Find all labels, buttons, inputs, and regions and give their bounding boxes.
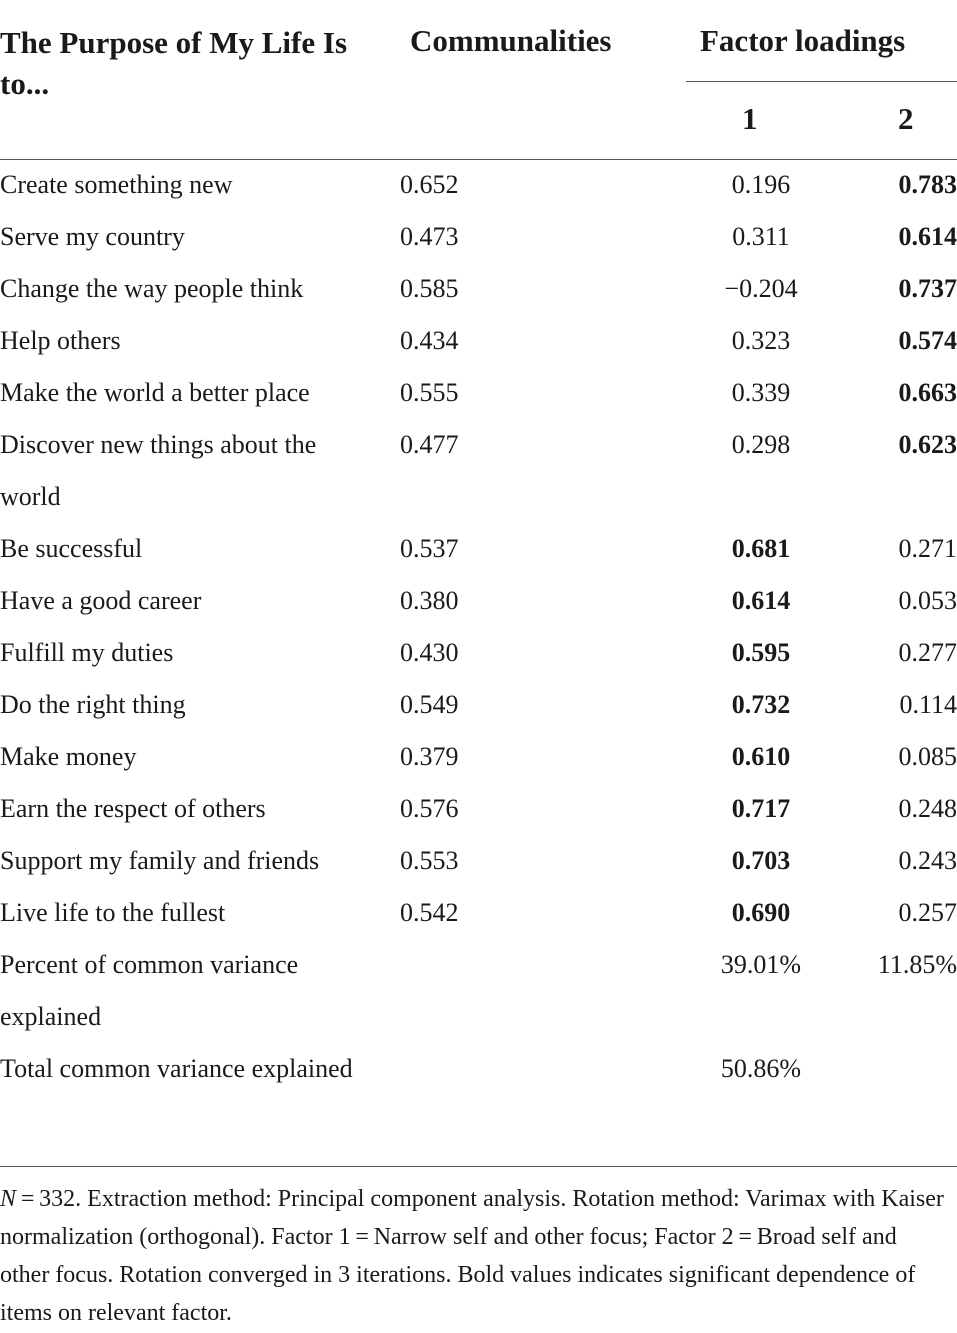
row-communality: 0.473 xyxy=(400,222,459,251)
table-row xyxy=(0,575,957,627)
footer-rule xyxy=(0,1166,957,1167)
table-row xyxy=(0,263,957,315)
table-row xyxy=(0,315,957,367)
row-factor-2-loading: 0.574 xyxy=(898,326,957,355)
row-factor-2-loading: 0.623 xyxy=(898,430,957,459)
row-factor-2-loading: 0.614 xyxy=(898,222,957,251)
row-item-label: Live life to the fullest xyxy=(0,898,226,927)
row-factor-1-loading: 0.323 xyxy=(731,326,791,355)
row-communality: 0.477 xyxy=(400,430,459,459)
row-factor-2-loading: 0.271 xyxy=(898,534,957,563)
table-row xyxy=(0,1043,957,1095)
row-factor-1-loading: 0.610 xyxy=(731,742,791,771)
row-item-label: Do the right thing xyxy=(0,690,186,719)
row-communality: 0.380 xyxy=(400,586,459,615)
row-factor-1-loading: 0.196 xyxy=(731,170,791,199)
row-factor-2-loading: 0.085 xyxy=(898,742,957,771)
row-communality: 0.549 xyxy=(400,690,459,719)
row-communality: 0.542 xyxy=(400,898,459,927)
row-item-label: Make money xyxy=(0,742,137,771)
row-communality: 0.537 xyxy=(400,534,459,563)
row-factor-2-loading xyxy=(856,1043,957,1095)
table-row xyxy=(0,211,957,263)
row-communality: 0.652 xyxy=(400,170,459,199)
row-communality: 0.434 xyxy=(400,326,459,355)
row-item-label: Help others xyxy=(0,326,121,355)
row-item-label: Support my family and friends xyxy=(0,846,320,875)
column-header-factor-2: 2 xyxy=(898,101,914,136)
table-row xyxy=(0,783,957,835)
column-header-item: The Purpose of My Life Is to... xyxy=(0,25,348,101)
row-item-label: Create something new xyxy=(0,170,233,199)
table-row xyxy=(0,367,957,419)
table-row xyxy=(0,679,957,731)
row-factor-1-loading: 39.01% xyxy=(720,950,802,979)
row-item-label: Serve my country xyxy=(0,222,185,251)
row-item-label: Total common variance explained xyxy=(0,1054,353,1083)
column-header-factor-loadings: Factor loadings xyxy=(700,23,906,58)
row-communality xyxy=(400,939,666,1043)
table-row xyxy=(0,887,957,939)
row-factor-2-loading: 0.257 xyxy=(898,898,957,927)
column-header-communalities: Communalities xyxy=(410,23,612,58)
row-item-label: Fulfill my duties xyxy=(0,638,174,667)
row-communality xyxy=(400,1043,666,1095)
row-factor-1-loading: −0.204 xyxy=(724,274,798,303)
row-factor-1-loading: 0.717 xyxy=(731,794,791,823)
table-row xyxy=(0,835,957,887)
table-row xyxy=(0,627,957,679)
table-row xyxy=(0,731,957,783)
row-factor-1-loading: 0.339 xyxy=(731,378,791,407)
table-row xyxy=(0,159,957,211)
row-factor-1-loading: 0.298 xyxy=(731,430,791,459)
table-row xyxy=(0,939,957,1043)
row-factor-2-loading: 0.114 xyxy=(899,690,957,719)
row-factor-2-loading: 0.663 xyxy=(898,378,957,407)
column-header-factor-1: 1 xyxy=(742,101,758,136)
row-communality: 0.585 xyxy=(400,274,459,303)
row-factor-1-loading: 0.690 xyxy=(731,898,791,927)
row-factor-1-loading: 50.86% xyxy=(720,1054,802,1083)
row-factor-2-loading: 0.053 xyxy=(898,586,957,615)
row-factor-1-loading: 0.681 xyxy=(731,534,791,563)
row-factor-2-loading: 0.248 xyxy=(898,794,957,823)
row-communality: 0.430 xyxy=(400,638,459,667)
row-communality: 0.555 xyxy=(400,378,459,407)
row-communality: 0.379 xyxy=(400,742,459,771)
row-communality: 0.576 xyxy=(400,794,459,823)
row-item-label: Change the way people think xyxy=(0,274,304,303)
row-communality: 0.553 xyxy=(400,846,459,875)
row-item-label: Percent of common variance explained xyxy=(0,950,299,1031)
row-factor-1-loading: 0.614 xyxy=(731,586,791,615)
row-factor-1-loading: 0.595 xyxy=(731,638,791,667)
table-row xyxy=(0,523,957,575)
row-factor-2-loading: 0.737 xyxy=(898,274,957,303)
row-item-label: Discover new things about the world xyxy=(0,430,317,511)
row-item-label: Make the world a better place xyxy=(0,378,310,407)
row-item-label: Earn the respect of others xyxy=(0,794,266,823)
row-factor-2-loading: 0.277 xyxy=(898,638,957,667)
row-factor-2-loading: 11.85% xyxy=(877,950,957,979)
footnote-n-label: N xyxy=(0,1186,17,1212)
row-factor-1-loading: 0.311 xyxy=(732,222,790,251)
table-footnote xyxy=(0,1180,950,1332)
row-factor-1-loading: 0.732 xyxy=(731,690,791,719)
row-item-label: Be successful xyxy=(0,534,143,563)
row-item-label: Have a good career xyxy=(0,586,202,615)
table-row xyxy=(0,419,957,523)
row-factor-1-loading: 0.703 xyxy=(731,846,791,875)
factor-loadings-rule xyxy=(686,81,957,82)
loadings-table xyxy=(0,159,957,1095)
row-factor-2-loading: 0.243 xyxy=(898,846,957,875)
footnote-text: = 332. Extraction method: Principal component analysis. Rotation method: Varimax with Kaiser normalization (orthogonal). Factor 1 = Narrow self and other focus; Factor 2 = Broad self and other focus. Rotation converged in 3 iterations. Bold values indicates significant dependence of items on relevant factor. xyxy=(0,1186,944,1326)
row-factor-2-loading: 0.783 xyxy=(898,170,957,199)
